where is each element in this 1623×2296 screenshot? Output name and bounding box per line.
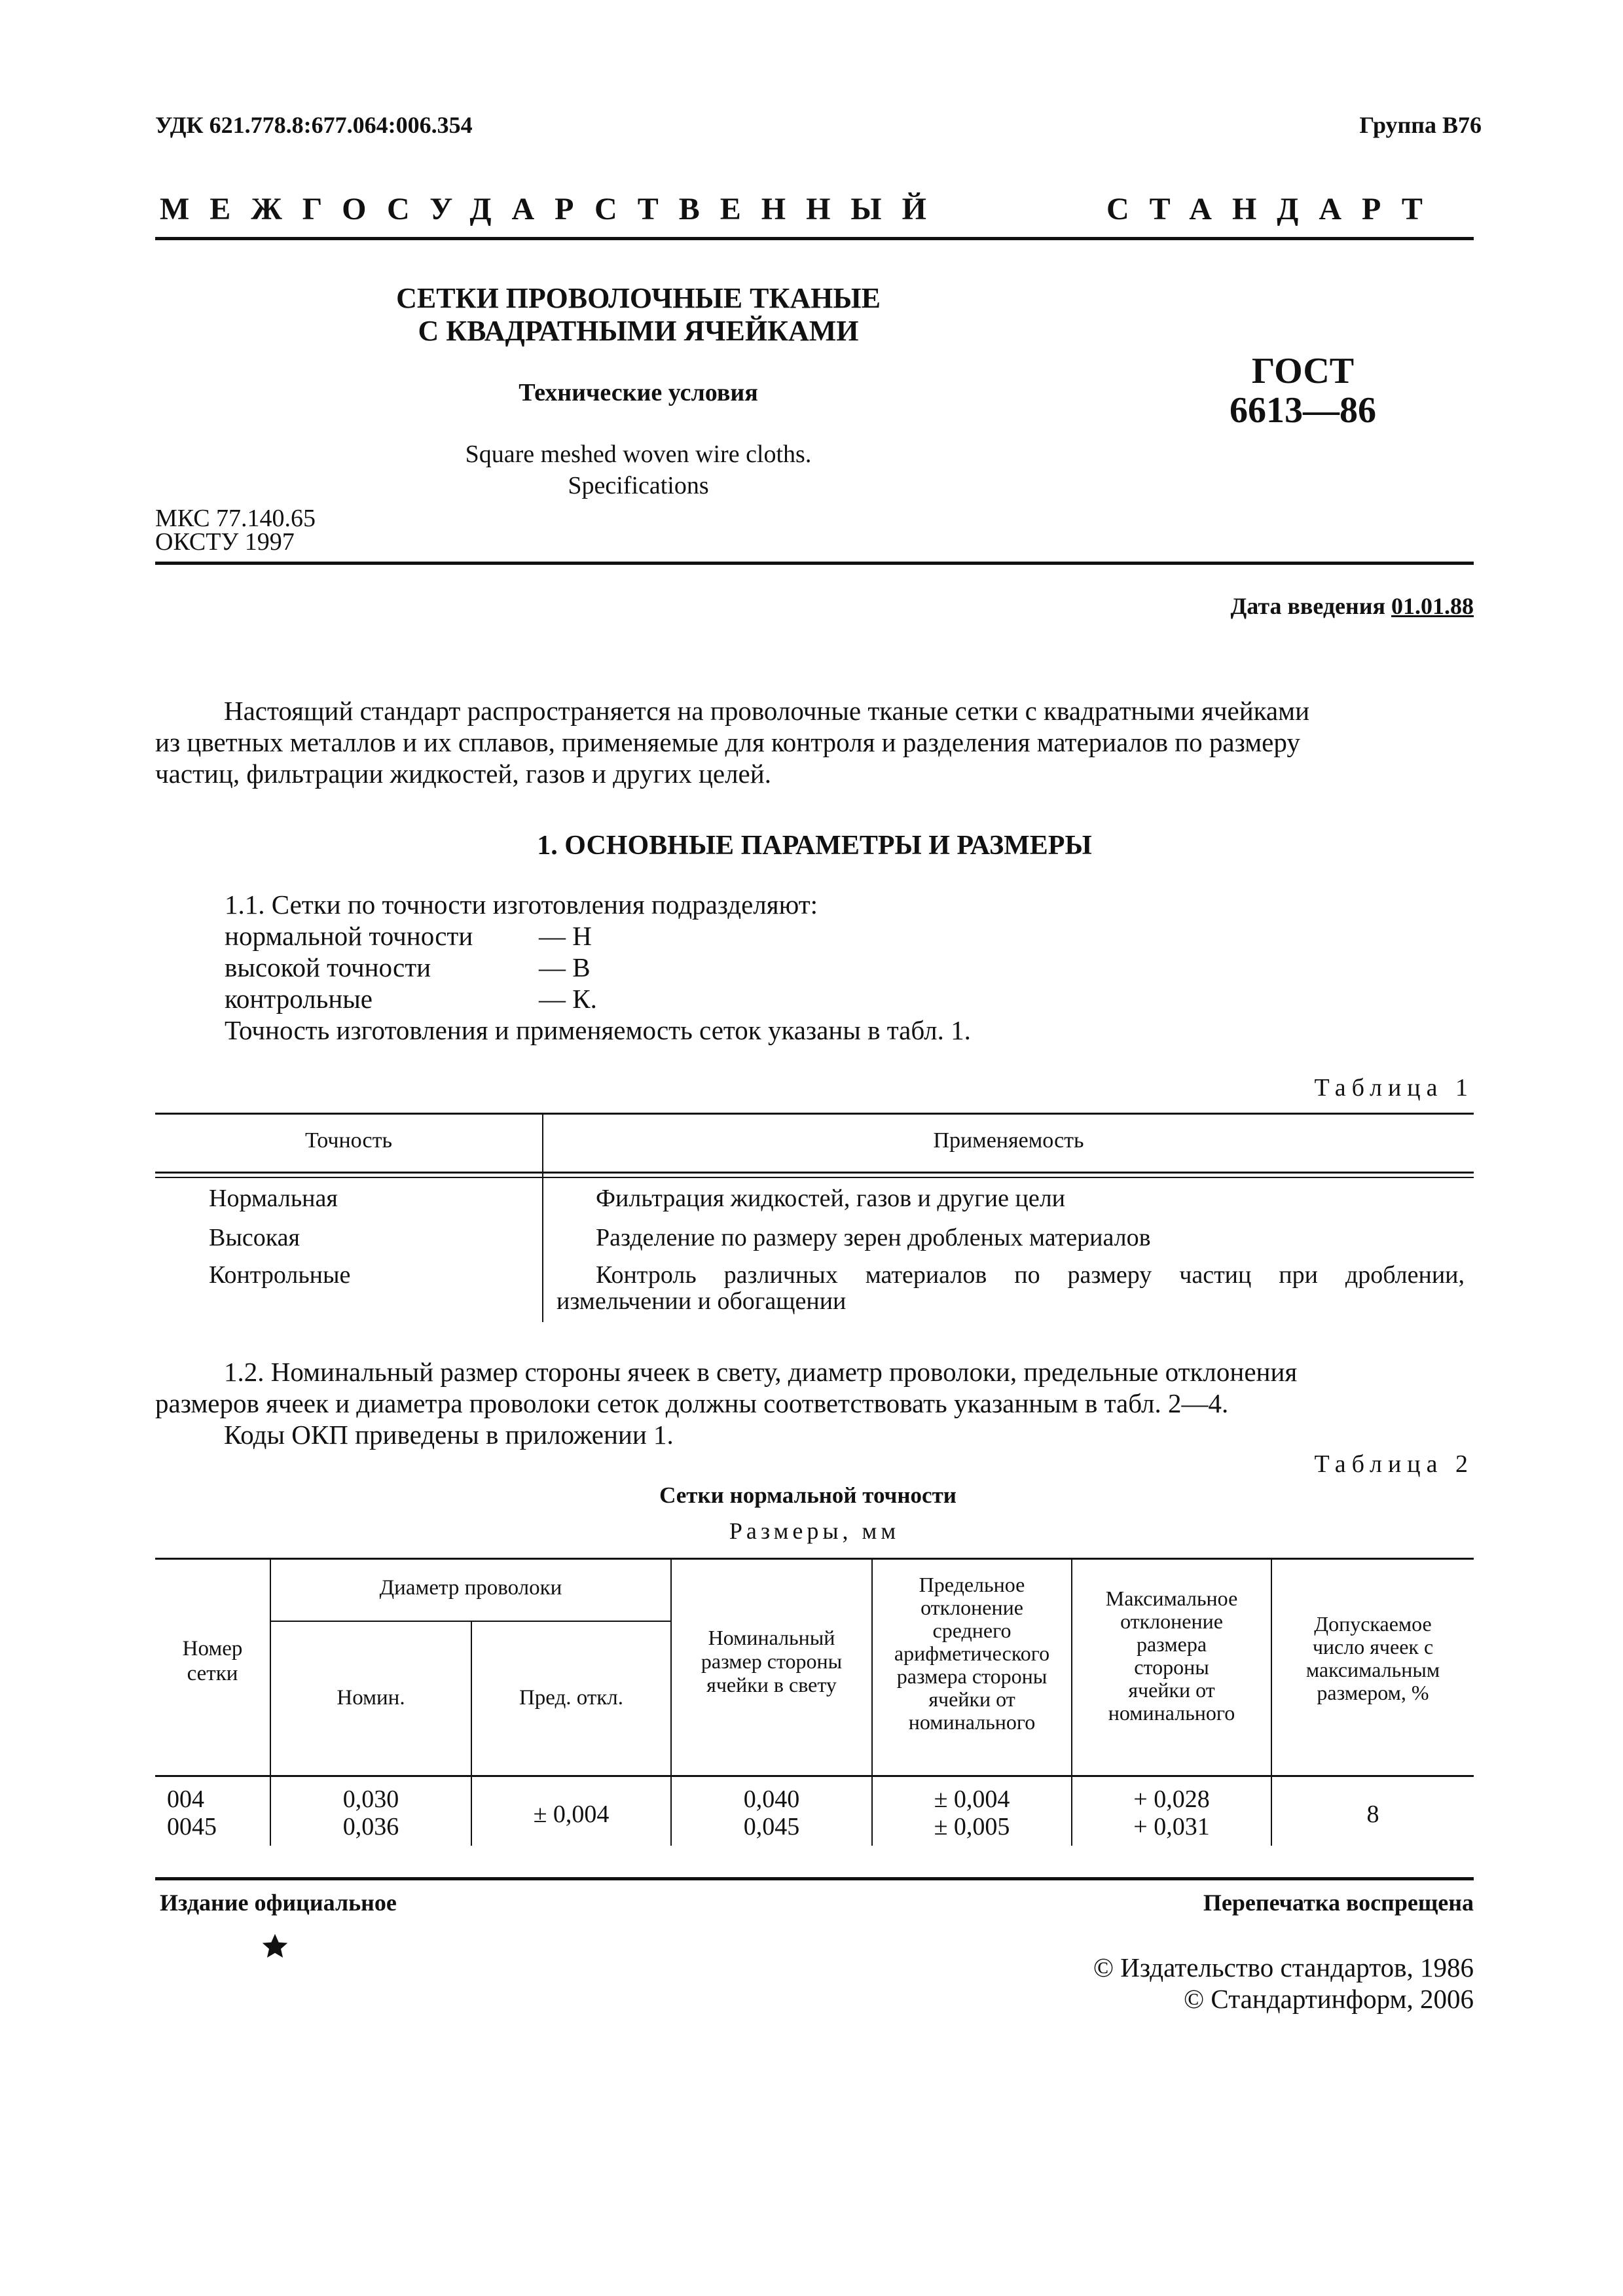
header-text: ячейки от [928,1687,1015,1711]
table1-header-usage: Применяемость [933,1128,1084,1153]
cell-text: 0,030 [342,1785,399,1813]
table2-caption: Таблица 2 [1314,1450,1474,1478]
intro-line: частиц, фильтрации жидкостей, газов и других целей. [155,759,771,789]
header-text: размера стороны [896,1664,1048,1688]
cell-text: 0045 [167,1813,217,1840]
copyright-publisher: © Издательство стандартов, 1986 [1093,1952,1474,1982]
table1-cell-usage-continued: измельчении и обогащении [556,1287,847,1315]
title-line1: СЕТКИ ПРОВОЛОЧНЫЕ ТКАНЫЕ [396,282,881,314]
accuracy-class-name: высокой точности [225,952,431,982]
header-text: сетки [187,1662,238,1685]
header-text: Максимальное [1105,1587,1238,1610]
header-text: стороны [1134,1655,1209,1679]
table1-cell-usage: Контроль различных материалов по размеру частиц при дроблении, [596,1261,1465,1289]
cell-text: 004 [167,1785,204,1813]
banner-rule [155,237,1474,240]
table1-header-rule [155,1172,1474,1174]
table1-cell-usage: Фильтрация жидкостей, газов и другие цели [596,1185,1066,1212]
group-code: Группа В76 [1359,112,1482,138]
official-edition: Издание официальное [160,1890,397,1916]
table2-cell-wire-deviation: ± 0,004 [533,1801,610,1828]
header-text: арифметического [894,1641,1050,1665]
cell-text: 0,045 [743,1813,800,1840]
accuracy-class-name: контрольные [225,984,373,1014]
table2-cell-max-deviation [1072,1785,1271,1840]
cell-text: + 0,028 [1133,1785,1210,1813]
cell-text: 0,036 [342,1813,399,1840]
table2-header-max-deviation [1072,1587,1271,1725]
table2-header-mean-deviation [873,1573,1071,1734]
table2-units: Размеры, мм [729,1518,900,1544]
paragraph-1-1: 1.1. Сетки по точности изготовления подразделяют: [225,889,818,920]
table1-header-rule-2 [155,1177,1474,1178]
header-text: ячейки от [1128,1678,1215,1702]
cell-text: ± 0,005 [934,1813,1010,1840]
table1-caption: Таблица 1 [1314,1074,1474,1102]
cell-text: + 0,031 [1133,1813,1210,1840]
header-text: отклонение [1120,1609,1223,1633]
header-text: Предельное [919,1573,1025,1596]
title-rule [155,562,1474,565]
star-icon [261,1932,289,1961]
header-text: номинального [1108,1701,1235,1725]
section-heading: 1. ОСНОВНЫЕ ПАРАМЕТРЫ И РАЗМЕРЫ [537,831,1092,861]
gost-number: 6613—86 [1230,390,1376,431]
cell-text: ± 0,004 [934,1785,1010,1813]
accuracy-class-row [225,983,971,1014]
intro-line: Настоящий стандарт распространяется на проволочные тканые сетки с квадратными ячейками [224,696,1310,726]
accuracy-class-code: — Н [539,921,592,951]
header-text: Номинальный [708,1626,835,1649]
title-english-line1: Square meshed woven wire cloths. [465,440,812,468]
table2-cell-wire [271,1785,471,1840]
intro-date-label: Дата введения [1230,593,1385,619]
table2-title: Сетки нормальной точности [659,1482,957,1508]
table2-cell-mesh [672,1785,871,1840]
intro-date-value: 01.01.88 [1391,593,1474,619]
accuracy-class-row [225,952,971,983]
table1-cell-accuracy: Высокая [209,1224,300,1251]
table1-cell-accuracy: Контрольные [209,1261,351,1289]
accuracy-class-row [225,920,971,952]
paragraph-1-1-tail: Точность изготовления и применяемость сеток указаны в табл. 1. [225,1015,971,1045]
table2-header-allowed [1272,1613,1474,1704]
table2-header-wire-deviation: Пред. откл. [519,1686,624,1710]
intro-line: из цветных металлов и их сплавов, применяемые для контроля и разделения материалов по размеру [155,727,1300,757]
table2-cell-mean-deviation [873,1785,1071,1840]
title-line2: С КВАДРАТНЫМИ ЯЧЕЙКАМИ [418,315,859,347]
header-text: среднего [932,1619,1012,1642]
header-text: максимальным [1305,1658,1440,1681]
table2-header-number [155,1636,270,1686]
table2-header-rule [155,1775,1474,1777]
udc-code: УДК 621.778.8:677.064:006.354 [155,112,473,138]
paragraph-1-2-line: размеров ячеек и диаметра проволоки сеток должны соответствовать указанным в табл. 2—4. [155,1388,1229,1418]
header-text: размера [1136,1632,1207,1656]
header-text: Допускаемое [1314,1612,1432,1636]
header-text: отклонение [921,1596,1023,1619]
header-text: Номер [182,1637,243,1660]
accuracy-class-code: — К. [539,984,597,1014]
header-text: размер стороны [701,1649,843,1673]
header-text: номинального [908,1710,1036,1734]
accuracy-class-code: — В [539,952,591,982]
okstu-code: ОКСТУ 1997 [155,528,295,556]
section-1-2 [155,1356,1474,1450]
table1-top-rule [155,1113,1474,1115]
intro-date [1231,592,1474,620]
table1-header-accuracy: Точность [305,1128,392,1153]
header-text: число ячеек с [1312,1635,1434,1659]
table2-header-wire-nominal: Номин. [337,1686,405,1710]
paragraph-1-2-line: Коды ОКП приведены в приложении 1. [224,1420,674,1450]
banner-standard: СТАНДАРТ [1106,192,1443,226]
table2-header-mesh-size [672,1626,871,1696]
table2-cell-allowed: 8 [1366,1801,1379,1828]
mks-code: МКС 77.140.65 [155,505,316,532]
section-1-1 [225,889,971,1046]
cell-text: 0,040 [743,1785,800,1813]
accuracy-class-name: нормальной точности [225,921,473,951]
table2-cell-number [167,1785,217,1840]
gost-label: ГОСТ [1251,351,1355,391]
reprint-prohibited: Перепечатка воспрещена [1203,1890,1474,1916]
table2-top-rule [155,1558,1474,1560]
intro-paragraph [155,695,1474,789]
title-subtitle: Технические условия [519,379,758,406]
header-text: размером, % [1317,1681,1429,1704]
copyright-standartinform: © Стандартинформ, 2006 [1184,1984,1474,2014]
table1-cell-accuracy: Нормальная [209,1185,338,1212]
table2-header-wire: Диаметр проволоки [379,1576,562,1600]
header-text: ячейки в свету [706,1673,837,1696]
banner-interstate: МЕЖГОСУДАРСТВЕННЫЙ [160,192,947,226]
table1-cell-usage: Разделение по размеру зерен дробленых материалов [596,1224,1151,1251]
paragraph-1-2-line: 1.2. Номинальный размер стороны ячеек в свету, диаметр проволоки, предельные отклонения [224,1357,1298,1387]
title-english-line2: Specifications [568,472,709,499]
footer-rule [155,1877,1474,1880]
